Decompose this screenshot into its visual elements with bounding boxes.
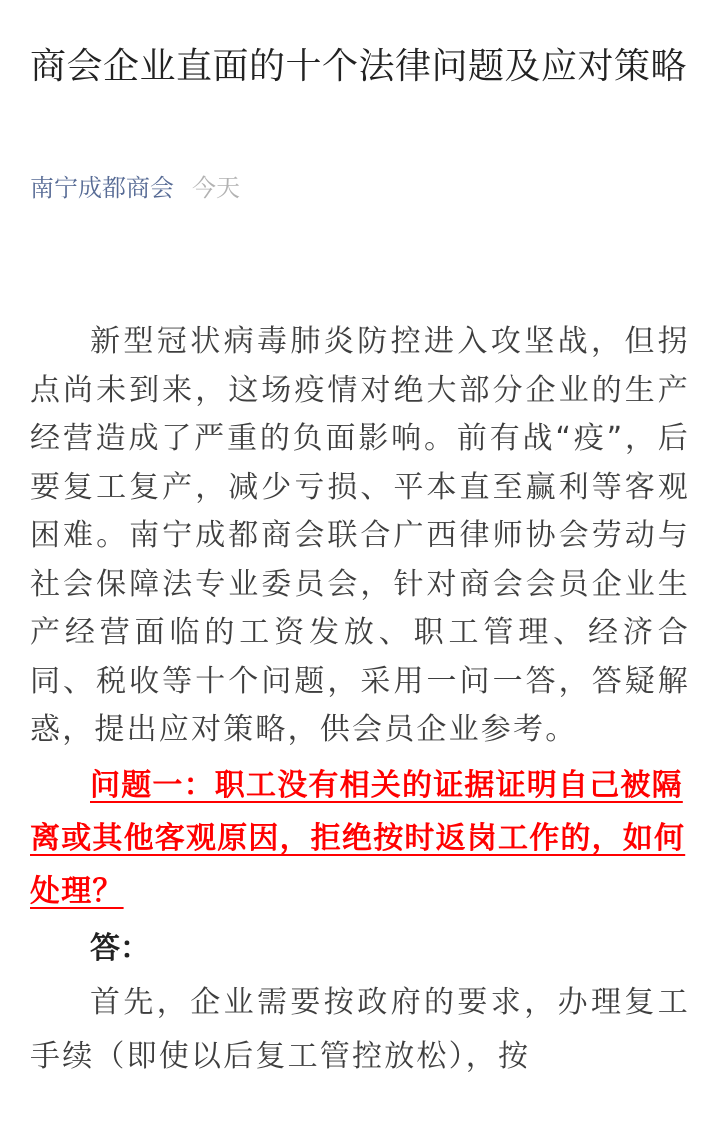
account-name-link[interactable]: 南宁成都商会 [30,174,174,202]
article-meta [30,168,240,208]
answer-label: 答： [90,930,150,966]
question-heading: 问题一：职工没有相关的证据证明自己被隔离或其他客观原因，拒绝按时返岗工作的，如何处理？ [30,767,686,909]
answer-paragraph: 首先，企业需要按政府的要求，办理复工手续（即使以后复工管控放松），按 [30,984,690,1074]
article-content [30,318,690,1084]
intro-paragraph: 新型冠状病毒肺炎防控进入攻坚战，但拐点尚未到来，这场疫情对绝大部分企业的生产经营造成了严重的负面影响。前有战“疫”，后要复工复产，减少亏损、平本直至赢利等客观困难。南宁成都商会联合广西律师协会劳动与社会保障法专业委员会，针对商会会员企业生产经营面临的工资发放、职工管理、经济合同、税收等十个问题，采用一问一答，答疑解惑，提出应对策略，供会员企业参考。 [30,324,690,747]
publish-time: 今天 [192,174,240,202]
article-title: 商会企业直面的十个法律问题及应对策略 [30,46,688,87]
